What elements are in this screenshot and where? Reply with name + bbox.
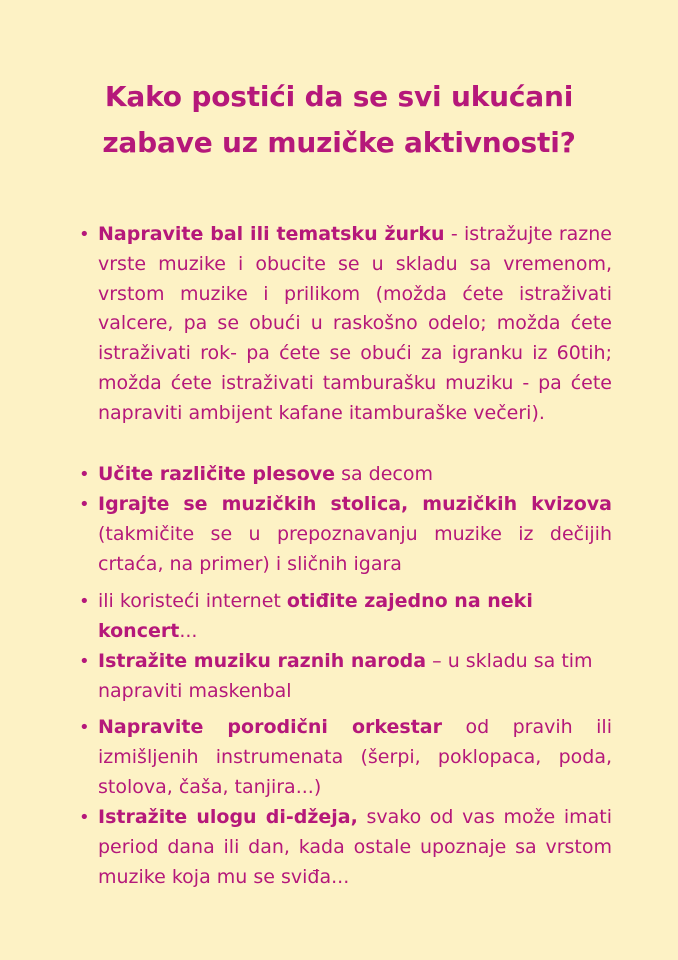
item-pre-text: ili koristeći internet xyxy=(98,590,287,612)
title-line-2: zabave uz muzičke aktivnosti? xyxy=(102,126,576,159)
item-text: od pravih ili izmišljenih instrumenata (šerpi, poklopaca, poda, stolova, čaša, tanjira...) xyxy=(98,716,612,798)
bullet-icon: • xyxy=(79,591,90,612)
item-text: sa decom xyxy=(335,463,434,485)
item-bold-text: Napravite porodični orkestar xyxy=(98,716,442,738)
page-title xyxy=(40,74,638,166)
item-bold-text: otiđite zajedno na neki koncert xyxy=(98,590,533,642)
item-bold-text: Igrajte se muzičkih stolica, muzičkih kvizova xyxy=(98,493,612,515)
list-item xyxy=(79,803,612,892)
list-item xyxy=(79,490,612,579)
item-bold-text: Napravite bal ili tematsku žurku xyxy=(98,223,445,245)
bullet-icon: • xyxy=(79,717,90,738)
item-text: ... xyxy=(179,619,198,642)
list-item xyxy=(79,647,618,707)
list-item xyxy=(79,220,612,429)
bullet-icon: • xyxy=(79,224,90,245)
bullet-icon: • xyxy=(79,651,90,672)
item-bold-text: Učite različite plesove xyxy=(98,463,336,485)
item-text: (takmičite se u prepoznavanju muzike iz dečijih crtaća, na primer) i sličnih igara xyxy=(98,522,612,575)
title-line-1: Kako postići da se svi ukućani xyxy=(104,80,574,113)
bullet-icon: • xyxy=(79,464,90,485)
item-text: svako od vas može imati period dana ili dan, kada ostale upoznaje sa vrstom muzike koja mu se sviđa... xyxy=(98,806,612,888)
item-text: – u skladu sa tim napraviti maskenbal xyxy=(98,650,593,702)
list-item xyxy=(79,713,612,802)
item-bold-text: Istražite ulogu di-džeja, xyxy=(98,806,358,828)
item-bold-text: Istražite muziku raznih naroda xyxy=(98,650,427,672)
list-item xyxy=(79,460,612,490)
item-text: - istražujte razne vrste muzike i obucite se u skladu sa vremenom, vrstom muzike i prilikom (možda ćete istraživati valcere, pa se obući u raskošno odelo; možda ćete istraživati rok- pa ćete se obući za igranku iz 60tih; možda ćete istraživati tamburašku muziku - pa ćete napraviti ambijent kafane itamburaške večeri). xyxy=(98,223,612,424)
bullet-icon: • xyxy=(79,807,90,828)
bullet-icon: • xyxy=(79,494,90,515)
list-item xyxy=(79,587,618,647)
